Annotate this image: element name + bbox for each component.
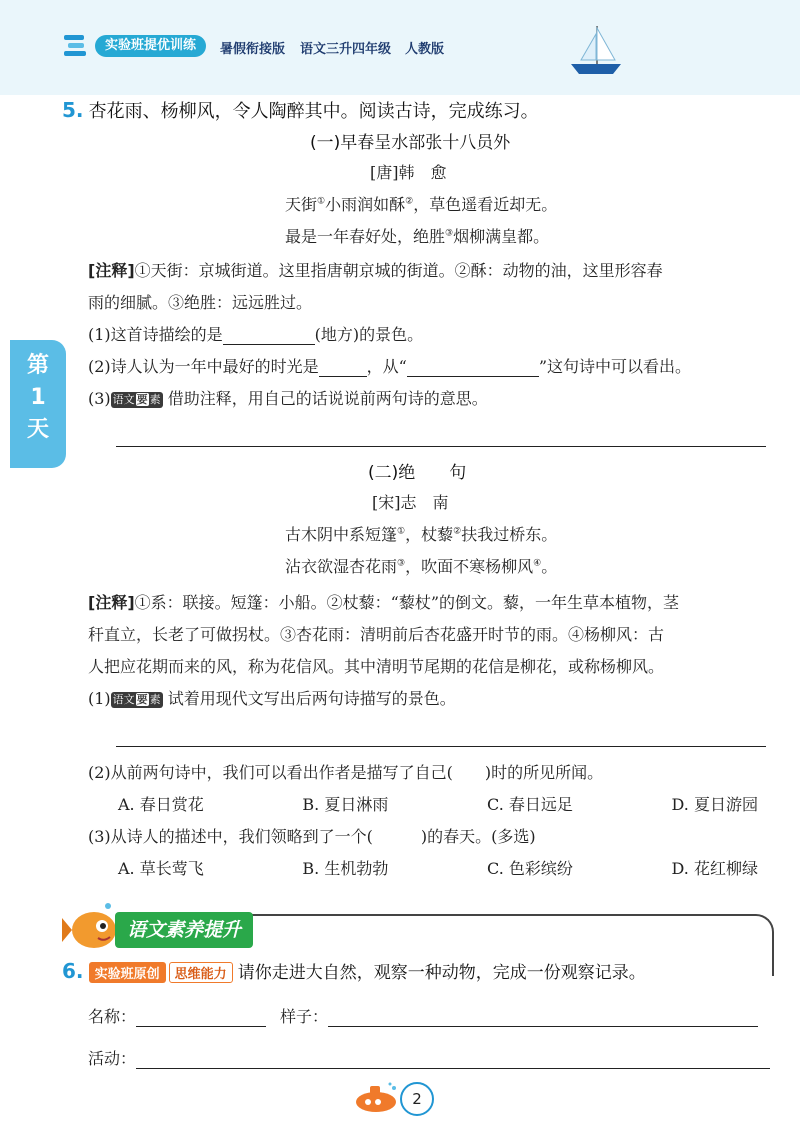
answer-blank[interactable]: [407, 376, 539, 377]
page-number: 2: [400, 1082, 434, 1116]
day-tab-char: 1: [30, 385, 46, 410]
day-tab: [10, 340, 66, 468]
poem1-author: [唐]韩 愈: [370, 163, 447, 182]
submarine-icon: [350, 1080, 400, 1116]
edition-label: 暑假衔接版: [220, 42, 286, 57]
question-title: 杏花雨、杨柳风，令人陶醉其中。阅读古诗，完成练习。: [88, 101, 539, 122]
look-field[interactable]: [328, 1026, 758, 1027]
series-logo-icon: [62, 32, 88, 58]
thinking-tag: 思维能力: [169, 962, 233, 983]
poem1-note-line1: [注释]①天街：京城街道。这里指唐朝京城的街道。②酥：动物的油，这里形容春: [88, 261, 663, 280]
option-a[interactable]: A. 春日赏花: [118, 795, 204, 814]
poem1-sub1: (1)这首诗描绘的是 (地方)的景色。: [88, 325, 424, 344]
poem1-line1: 天街①小雨润如酥②，草色遥看近却无。: [285, 195, 558, 214]
poem2-line1: 古木阴中系短篷①，杖藜②扶我过桥东。: [285, 525, 558, 544]
name-row: 名称：: [88, 1004, 266, 1027]
poem2-line2: 沾衣欲湿杏花雨③，吹面不寒杨柳风④。: [285, 557, 558, 576]
option-d[interactable]: D. 花红柳绿: [671, 859, 758, 878]
question-number: 5.: [62, 98, 84, 122]
poem2-title: (二)绝 句: [368, 463, 467, 483]
poem2-author: [宋]志 南: [372, 493, 449, 512]
poem2-note-line1: [注释]①系：联接。短篷：小船。②杖藜：“藜杖”的倒文。藜，一年生草本植物，茎: [88, 593, 680, 612]
option-b[interactable]: B. 夏日淋雨: [302, 795, 389, 814]
answer-blank[interactable]: [223, 344, 315, 345]
answer-blank[interactable]: [319, 376, 367, 377]
poem2-note-line3: 人把应花期而来的风，称为花信风。其中清明节尾期的花信是柳花，或称杨柳风。: [88, 657, 665, 676]
name-field[interactable]: [136, 1026, 266, 1027]
answer-line[interactable]: [116, 446, 766, 447]
q5-header: [62, 97, 539, 123]
sub2-options: [118, 792, 758, 815]
poem1-note-line2: 雨的细腻。③绝胜：远远胜过。: [88, 293, 313, 312]
poem1-sub2: (2)诗人认为一年中最好的时光是 ，从“ ”这句诗中可以看出。: [88, 357, 692, 376]
option-c[interactable]: C. 春日远足: [487, 795, 573, 814]
answer-line[interactable]: [116, 746, 766, 747]
poem1-sub3: (3) 语文 要 素 借助注释，用自己的话说说前两句诗的意思。: [88, 389, 488, 408]
literacy-badge: 语文 要 素: [112, 692, 161, 706]
series-title: 实验班提优训练: [95, 35, 206, 57]
literacy-badge: 语文 要 素: [112, 392, 161, 406]
subject-label: 语文三升四年级: [300, 42, 392, 57]
poem2-note-line2: 秆直立，长老了可做拐杖。③杏花雨：清明前后杏花盛开时节的雨。④杨柳风：古: [88, 625, 665, 644]
look-row: 样子：: [280, 1004, 758, 1027]
poem1-title: (一)早春呈水部张十八员外: [310, 133, 511, 153]
sub3-options: [118, 856, 758, 879]
day-tab-char: 第: [26, 353, 49, 378]
activity-row: 活动：: [88, 1046, 770, 1069]
option-d[interactable]: D. 夏日游园: [671, 795, 758, 814]
poem2-sub3: (3)从诗人的描述中，我们领略到了一个( )的春天。(多选): [88, 827, 536, 846]
poem2-sub2: (2)从前两句诗中，我们可以看出作者是描写了自己( )时的所见所闻。: [88, 763, 604, 782]
section-banner: 语文素养提升: [115, 912, 253, 948]
activity-field[interactable]: [136, 1068, 770, 1069]
poem1-line2: 最是一年春好处，绝胜③烟柳满皇都。: [285, 227, 550, 246]
note-label: [注释]: [88, 261, 135, 280]
q6-header: [62, 958, 646, 983]
option-c[interactable]: C. 色彩缤纷: [487, 859, 573, 878]
sailboat-icon: [565, 20, 625, 80]
note-label: [注释]: [88, 593, 135, 612]
day-tab-char: 天: [26, 417, 49, 442]
question-number: 6.: [62, 959, 84, 983]
question-prompt: 请你走进大自然，观察一种动物，完成一份观察记录。: [237, 963, 646, 983]
poem2-sub1: (1) 语文 要 素 试着用现代文写出后两句诗描写的景色。: [88, 689, 456, 708]
fish-mascot-icon: [62, 898, 122, 958]
publisher-label: 人教版: [405, 42, 445, 57]
option-b[interactable]: B. 生机勃勃: [302, 859, 389, 878]
original-tag: 实验班原创: [89, 962, 166, 983]
option-a[interactable]: A. 草长莺飞: [118, 859, 204, 878]
